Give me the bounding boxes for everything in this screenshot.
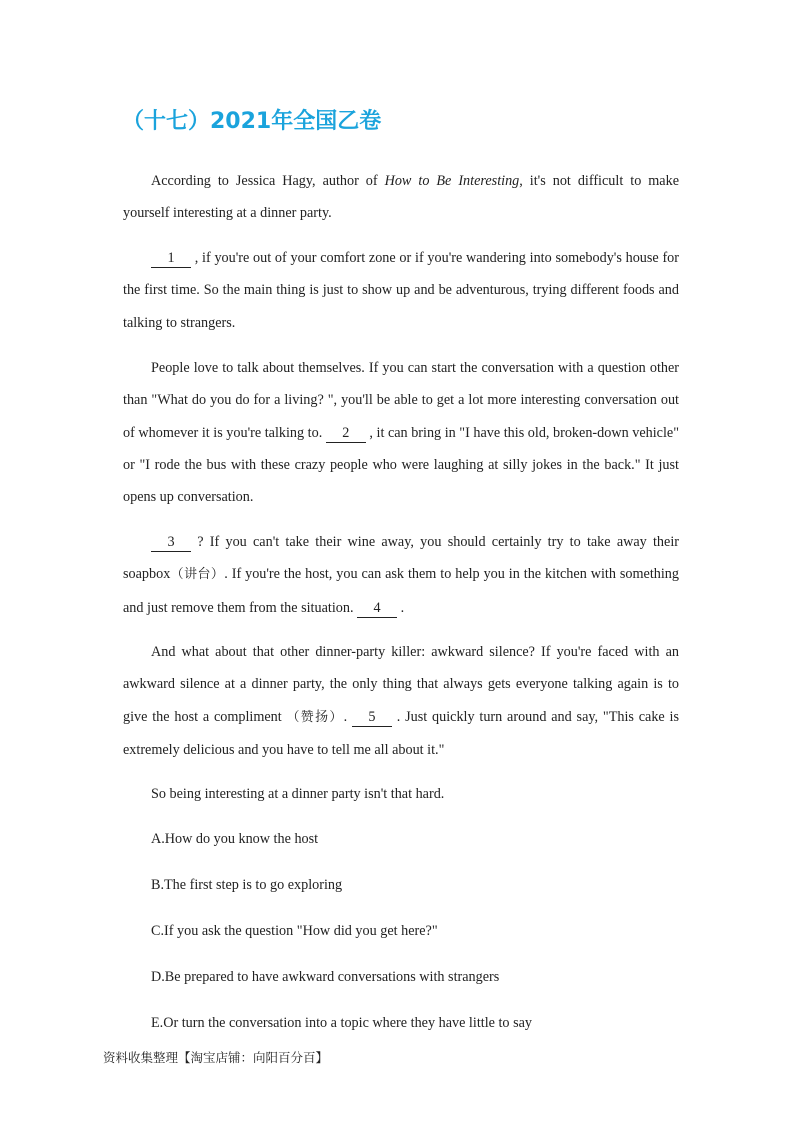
option-e[interactable]: E.Or turn the conversation into a topic where they have little to say <box>151 1015 532 1031</box>
book-title: How to Be Interesting <box>384 173 520 189</box>
paragraph-4-text-2: . If you're the host, you can ask them to help you in the kitchen with something and just remove them from the situation. <box>123 566 679 616</box>
gloss-soapbox: （讲台） <box>170 567 225 583</box>
paragraph-blank-1 <box>123 242 679 339</box>
option-d[interactable]: D.Be prepared to have awkward conversations with strangers <box>151 969 500 985</box>
paragraph-5-text-before: And what about that other dinner-party killer: awkward silence? If you're faced with an awkward silence at a dinner party, the only thing that always gets everyone talking again is to give the host a compliment <box>123 644 679 725</box>
option-c[interactable]: C.If you ask the question "How did you get here?" <box>151 923 438 939</box>
footer-note: 资料收集整理【淘宝店铺：向阳百分百】 <box>103 1050 329 1065</box>
paragraph-blank-3-4 <box>123 526 679 624</box>
paragraph-3-text-after: , it can bring in "I have this old, broken-down vehicle" or "I rode the bus with these crazy people who were laughing at silly jokes in the back." It just opens up conversation. <box>123 424 679 506</box>
paragraph-conclusion <box>123 778 679 810</box>
conclusion-text: So being interesting at a dinner party isn't that hard. <box>151 786 445 802</box>
paragraph-5-text-mid: . <box>343 708 352 725</box>
intro-text-after: , it's not difficult to make yourself interesting at a dinner party. <box>123 173 679 222</box>
blank-3[interactable]: 3 <box>151 534 191 552</box>
paragraph-intro <box>123 165 679 230</box>
blank-1[interactable]: 1 <box>151 250 191 268</box>
paragraph-5-text-after: . Just quickly turn around and say, "This cake is extremely delicious and you have to tell me all about it." <box>123 708 679 758</box>
intro-text-before: According to Jessica Hagy, author of <box>151 173 385 189</box>
option-b[interactable]: B.The first step is to go exploring <box>151 877 343 893</box>
paragraph-2-text: , if you're out of your comfort zone or if you're wandering into somebody's house for the first time. So the main thing is just to show up and be adventurous, trying different foods and talking to strangers. <box>123 250 679 331</box>
paragraph-4-text-1: ? If you can't take their wine away, you should certainly try to take away their soapbox <box>123 534 679 583</box>
paragraph-blank-5 <box>123 636 679 766</box>
option-a[interactable]: A.How do you know the host <box>151 831 319 847</box>
page-title: （十七）2021年全国乙卷 <box>122 109 382 134</box>
gloss-compliment: （赞扬） <box>286 709 344 725</box>
paragraph-blank-2 <box>123 352 679 513</box>
paragraph-4-text-3: . <box>397 599 405 616</box>
paragraph-3-text-before: People love to talk about themselves. If you can start the conversation with a question other than "What do you do for a living? ", you'll be able to get a lot more interesting conversation out of whomever it is you're talking to. <box>123 360 679 441</box>
blank-5[interactable]: 5 <box>352 709 392 727</box>
blank-4[interactable]: 4 <box>357 600 397 618</box>
blank-2[interactable]: 2 <box>326 425 366 443</box>
